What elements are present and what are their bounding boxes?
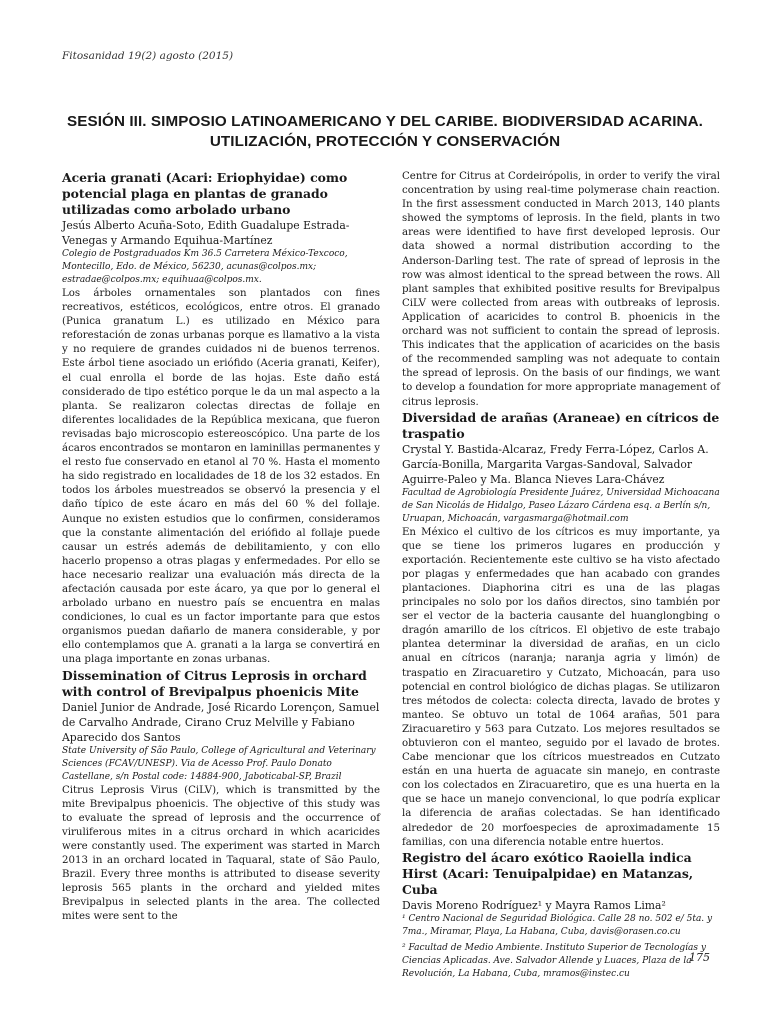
article-authors: Jesús Alberto Acuña-Soto, Edith Guadalupe Estrada-Venegas y Armando Equihua-Martínez	[62, 219, 350, 247]
section-title-line-2: UTILIZACIÓN, PROTECCIÓN Y CONSERVACIÓN	[209, 133, 561, 150]
article-abstract: En México el cultivo de los cítricos es muy importante, ya que se tiene los primeros lugares en producción y exportación. Recientemente este cultivo se ha visto afectado por plagas y enfermedades que han acabado con grandes plantaciones. Diaphorina citri es una de las plagas principales no solo por los daños directos, sino también por ser el vector de la bacteria causante del huanglongbing o dragón amarillo de los cítricos. El objetivo de este trabajo plantea determinar la diversidad de arañas, en un ciclo anual en cítricos (naranja; naranja agria y limón) de traspatio en Ziracuaretiro y Cutzato, Michoacán, para uso potencial en control biológico de dichas plagas. Se utilizaron tres métodos de colecta: colecta directa, lavado de brotes y manteo. Se obtuvo un total de 1064 arañas, 501 para Ziracuaretiro y 563 para Cutzato. Los mejores resultados se obtuvieron con el manteo, seguido por el lavado de brotes. Cabe mencionar que los cítricos muestreados en Cutzato están en una huerta de aguacate sin manejo, en contraste con los colectados en Ziracuaretiro, que es una huerta en la que se hace un manejo convencional, lo que podría explicar la diferencia de arañas colectadas. Se han identificado alrededor de 20 morfoespecies de aproximadamente 15 familias, con una diferencia notable entre huertos.	[402, 526, 720, 848]
article-abstract-part-2: Centre for Citrus at Cordeirópolis, in order to verify the viral concentration by using real-time polymerase chain reaction. In the first assessment conducted in March 2013, 140 plants showed the symptoms of leprosis. In the field, plants in two areas were identified to have first developed leprosis. Our data showed a normal distribution according to the Anderson-Darling test. The rate of spread of leprosis in the row was almost identical to the spread between the rows. All plant samples that exhibited positive results for Brevipalpus CiLV were collected from areas with outbreaks of leprosis. Application of acaricides to control B. phoenicis in the orchard was not sufficient to contain the spread of leprosis. This indicates that the application of acaricides on the basis of the recommended sampling was not adequate to contain the spread of leprosis. On the basis of our findings, we want to develop a foundation for more appropriate management of citrus leprosis.	[402, 171, 720, 408]
left-column	[62, 170, 380, 924]
article-title: Registro del ácaro exótico Raoiella indica Hirst (Acari: Tenuipalpidae) en Matanzas, Cuba	[402, 849, 694, 897]
section-title	[60, 112, 710, 152]
article-authors: Daniel Junior de Andrade, José Ricardo Lorençon, Samuel de Carvalho Andrade, Cirano Cruz Melville y Fabiano Aparecido dos Santos	[62, 700, 380, 744]
article-authors: Davis Moreno Rodríguez¹ y Mayra Ramos Lima²	[402, 898, 666, 912]
article-aceria	[62, 170, 380, 668]
article-title: Dissemination of Citrus Leprosis in orchard with control of Brevipalpus phoenicis Mite	[62, 667, 367, 699]
journal-header: Fitosanidad 19(2) agosto (2015)	[62, 50, 234, 62]
section-title-line-1: SESIÓN III. SIMPOSIO LATINOAMERICANO Y DEL CARIBE. BIODIVERSIDAD ACARINA.	[67, 113, 703, 130]
article-title: Diversidad de arañas (Araneae) en cítricos de traspatio	[402, 409, 720, 441]
right-column	[402, 170, 720, 981]
article-affiliation: State University of São Paulo, College of Agricultural and Veterinary Sciences (FCAV/UNESP). Via de Acesso Prof. Paulo Donato Castellane, s/n Postal code: 14884-900, Jaboticabal-SP, Brazil	[62, 745, 376, 782]
article-title: Aceria granati (Acari: Eriophyidae) como potencial plaga en plantas de granado utilizadas como arbolado urbano	[62, 170, 348, 217]
article-aranas	[402, 410, 720, 850]
article-affiliation: Facultad de Agrobiología Presidente Juárez, Universidad Michoacana de San Nicolás de Hidalgo, Paseo Lázaro Cárdena esq. a Berlín s/n, Uruapan, Michoacán, vargasmarga@hotmail.com	[402, 487, 720, 524]
page-number: 175	[689, 951, 710, 964]
article-leprosis	[62, 668, 380, 925]
article-authors: Crystal Y. Bastida-Alcaraz, Fredy Ferra-López, Carlos A. García-Bonilla, Margarita Vargas-Sandoval, Salvador Aguirre-Paleo y Ma. Blanca Nieves Lara-Chávez	[402, 442, 709, 486]
article-abstract: Los árboles ornamentales son plantados con fines recreativos, estéticos, ecológicos, entre otros. El granado (Punica granatum L.) es utilizado en México para reforestación de zonas urbanas porque es llamativo a la vista y no requiere de grandes cuidados ni de buenos terrenos. Este árbol tiene asociado un eriófido (Aceria granati, Keifer), el cual enrolla el borde de las hojas. Este daño está considerado de tipo estético porque le da un mal aspecto a la planta. Se realizaron colectas directas de follaje en diferentes localidades de la República mexicana, que fueron revisadas bajo microscopio estereoscópico. Una parte de los ácaros encontrados se montaron en laminillas permanentes y el resto fue conservado en etanol al 70 %. Hasta el momento ha sido registrado en localidades de 18 de los 32 estados. En todos los árboles muestreados se observó la presencia y el daño típico de este ácaro en más del 60 % del follaje. Aunque no existen estudios que lo confirmen, consideramos que la constante alimentación del eriófido al follaje puede causar un estrés además de debilitamiento, y con ello hacerlo propenso a otras plagas y enfermedades. Por ello se hace necesario realizar una evaluación más directa de la afectación causada por este ácaro, ya que por lo general el arbolado urbano en nuestro país se encuentra en malas condiciones, lo cual es un factor importante para que estos organismos puedan dañarlo de manera considerable, y por ello contemplamos que A. granati a la larga se convertirá en una plaga importante en zonas urbanas.	[62, 288, 380, 666]
article-affiliation-1: ¹ Centro Nacional de Seguridad Biológica. Calle 28 no. 502 e/ 5ta. y 7ma., Miramar, Playa, La Habana, Cuba, davis@orasen.co.cu	[402, 913, 713, 937]
article-raoiella	[402, 850, 720, 981]
article-affiliation-2: ² Facultad de Medio Ambiente. Instituto Superior de Tecnologías y Ciencias Aplicadas. Ave. Salvador Allende y Luaces, Plaza de la Revolución, La Habana, Cuba, mramos@instec.cu	[402, 942, 706, 979]
article-abstract-part-1: Citrus Leprosis Virus (CiLV), which is transmitted by the mite Brevipalpus phoenicis. The objective of this study was to evaluate the spread of leprosis and the occurrence of viruliferous mites in a citrus orchard in which acaricides were constantly used. The experiment was started in March 2013 in an orchard located in Taquaral, state of São Paulo, Brazil. Every three months is attributed to disease severity leprosis 565 plants in the orchard and yielded mites Brevipalpus in selected plants in the area. The collected mites were sent to the	[62, 784, 380, 923]
article-affiliation: Colegio de Postgraduados Km 36.5 Carretera México-Texcoco, Montecillo, Edo. de México, 56230, acunas@colpos.mx; estradae@colpos.mx; equihuaa@colpos.mx.	[62, 249, 348, 285]
